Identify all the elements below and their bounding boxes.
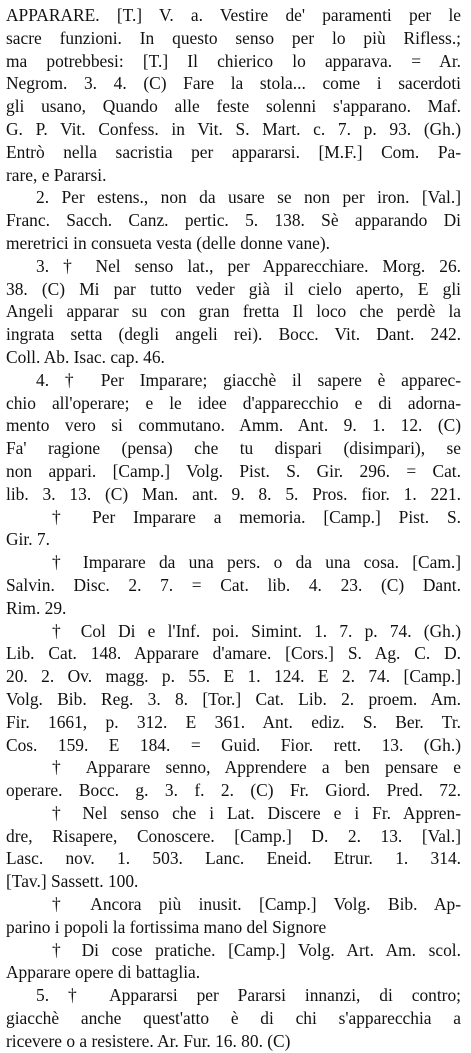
entry-line: gli usano, Quando alle feste solenni s'apparano. Maf. <box>6 96 461 117</box>
entry-line: † Imparare da una pers. o da una cosa. [Cam.] <box>52 552 461 573</box>
entry-line: Coll. Ab. Isac. cap. 46. <box>6 346 165 367</box>
entry-line: lib. 3. 13. (C) Man. ant. 9. 8. 5. Pros. fior. 1. 221. <box>6 483 461 504</box>
entry-line: Volg. Bib. Reg. 3. 8. [Tor.] Cat. Lib. 2. proem. Am. <box>6 688 461 709</box>
entry-line: Gir. 7. <box>6 529 50 550</box>
entry-line: Entrò nella sacristia per appararsi. [M.F.] Com. Pa- <box>6 141 461 162</box>
entry-line: ricevere o a resistere. Ar. Fur. 16. 80. (C) <box>6 1030 291 1051</box>
entry-line: Lib. Cat. 148. Apparare d'amare. [Cors.] S. Ag. C. D. <box>6 643 461 664</box>
entry-line: operare. Bocc. g. 3. f. 2. (C) Fr. Giord. Pred. 72. <box>6 780 461 801</box>
entry-line: chio all'operare; e le idee d'apparecchio e di adorna- <box>6 392 461 413</box>
entry-line: Apparare opere di battaglia. <box>6 962 201 983</box>
entry-line: † Nel senso che i Lat. Discere e i Fr. Appren- <box>52 802 461 823</box>
entry-line: 4. † Per Imparare; giacchè il sapere è apparec- <box>36 369 461 390</box>
entry-line: rare, e Pararsi. <box>6 164 107 185</box>
entry-line: † Col Di e l'Inf. poi. Simint. 1. 7. p. 74. (Gh.) <box>52 620 461 641</box>
entry-line: Cos. 159. E 184. = Guid. Fior. rett. 13. (Gh.) <box>6 734 461 755</box>
entry-line: 38. (C) Mi par tutto veder già il cielo aperto, E gli <box>6 278 461 299</box>
entry-line: parino i popoli la fortissima mano del Signore <box>6 916 327 937</box>
entry-text <box>6 4 461 1053</box>
entry-line: ingrata setta (degli angeli rei). Bocc. Vit. Dant. 242. <box>6 324 461 345</box>
entry-line: † Apparare senno, Apprendere a ben pensare e <box>52 757 461 778</box>
entry-line: Angeli apparar su con gran fretta Il loco che perdè la <box>6 301 461 322</box>
entry-line: dre, Risapere, Conoscere. [Camp.] D. 2. 13. [Val.] <box>6 825 461 846</box>
entry-line: † Ancora più inusit. [Camp.] Volg. Bib. Ap- <box>52 894 461 915</box>
entry-line: Salvin. Disc. 2. 7. = Cat. lib. 4. 23. (C) Dant. <box>6 574 461 595</box>
entry-line: Lasc. nov. 1. 503. Lanc. Eneid. Etrur. 1. 314. <box>6 848 461 869</box>
entry-line: Negrom. 3. 4. (C) Fare la stola... come i sacerdoti <box>6 73 461 94</box>
entry-line: 5. † Appararsi per Pararsi innanzi, di contro; <box>36 985 461 1006</box>
entry-line: 20. 2. Ov. magg. p. 55. E 1. 124. E 2. 74. [Camp.] <box>6 666 461 687</box>
entry-line: giacchè anche quest'atto è di chi s'apparecchia a <box>6 1008 461 1029</box>
entry-line: Fa' ragione (pensa) che tu dispari (disimpari), se <box>6 438 461 459</box>
entry-line: non appari. [Camp.] Volg. Pist. S. Gir. 296. = Cat. <box>6 460 461 481</box>
entry-line: APPARARE. [T.] V. a. Vestire de' paramenti per le <box>6 5 461 25</box>
entry-line: sacre funzioni. In questo senso per lo più Rifless.; <box>6 27 461 48</box>
entry-line: 2. Per estens., non da usare se non per iron. [Val.] <box>36 187 461 208</box>
entry-line: mento vero si commutano. Amm. Ant. 9. 1. 12. (C) <box>6 415 461 436</box>
entry-line: ma potrebbesi: [T.] Il chierico lo apparava. = Ar. <box>6 50 461 71</box>
entry-line: Fir. 1661, p. 312. E 361. Ant. ediz. S. Ber. Tr. <box>6 711 461 732</box>
entry-line: G. P. Vit. Confess. in Vit. S. Mart. c. 7. p. 93. (Gh.) <box>6 118 461 139</box>
entry-line: Rim. 29. <box>6 597 67 618</box>
entry-line: [Tav.] Sassett. 100. <box>6 871 139 892</box>
entry-line: meretrici in consueta vesta (delle donne vane). <box>6 232 331 253</box>
entry-line: Franc. Sacch. Canz. pertic. 5. 138. Sè apparando Di <box>6 210 461 231</box>
entry-line: 3. † Nel senso lat., per Apparecchiare. Morg. 26. <box>36 255 461 276</box>
entry-line: † Per Imparare a memoria. [Camp.] Pist. S. <box>52 506 461 527</box>
entry-line: † Di cose pratiche. [Camp.] Volg. Art. Am. scol. <box>52 939 461 960</box>
